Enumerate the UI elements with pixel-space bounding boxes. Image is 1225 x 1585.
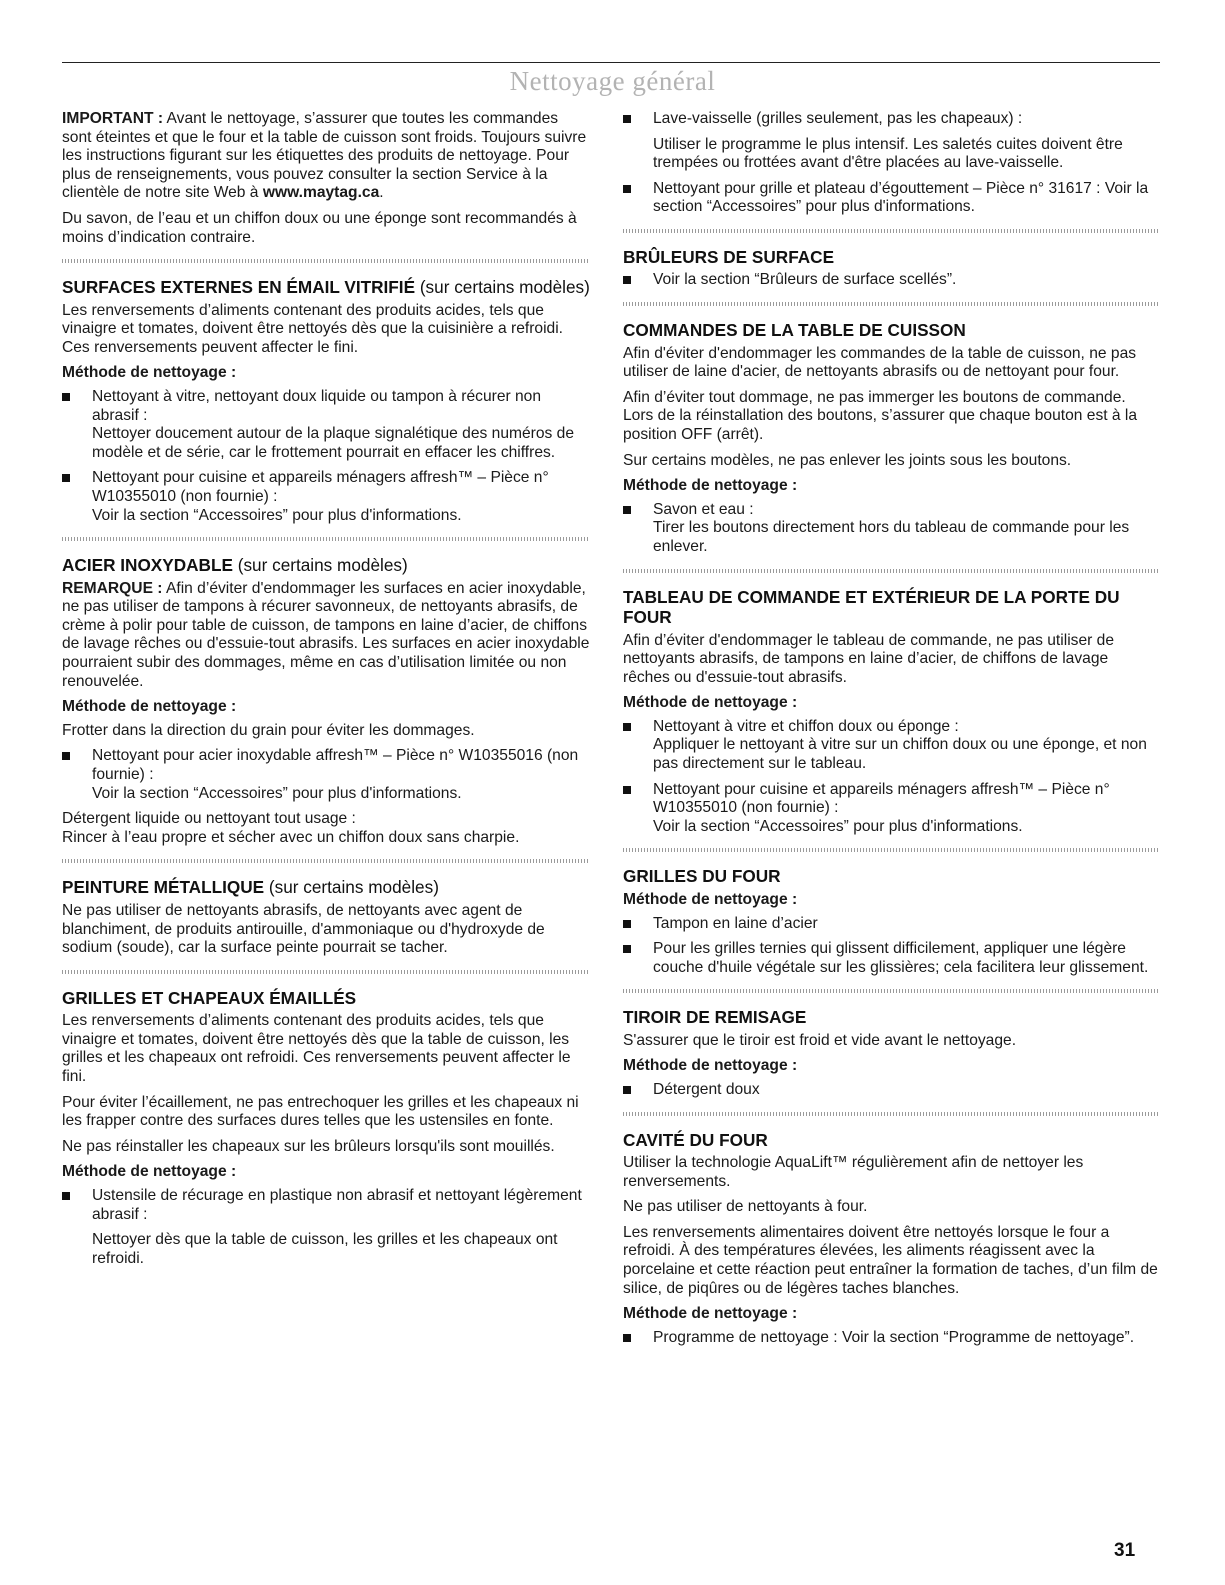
section-metallic-paint bbox=[62, 877, 590, 957]
list-item bbox=[623, 781, 1158, 837]
paragraph: Sur certains modèles, ne pas enlever les joints sous les boutons. bbox=[623, 451, 1072, 469]
paragraph bbox=[62, 810, 590, 847]
important-text: Avant le nettoyage, s’assurer que toutes les commandes sont éteintes et que le four et la table de cuisson sont froids. Toujours suivre les instructions figurant sur les étiquettes des produits de nettoyage. Pour plus de renseignements, vous pouvez consulter la section Service à la clientèle de notre site Web à bbox=[62, 110, 587, 202]
section-oven-cavity bbox=[623, 1130, 1158, 1348]
heading-text: ACIER INOXYDABLE bbox=[62, 555, 233, 576]
item-line: Voir la section “Accessoires” pour plus d'informations. bbox=[92, 784, 462, 802]
section-grates-caps bbox=[62, 988, 590, 1269]
list-item bbox=[623, 110, 1158, 173]
bullet-list bbox=[62, 747, 590, 803]
item-line: Ustensile de récurage en plastique non abrasif et nettoyant légèrement abrasif : bbox=[92, 1186, 582, 1223]
item-line: Appliquer le nettoyant à vitre sur un chiffon doux ou une éponge, et non pas directement sur le tableau. bbox=[653, 736, 1147, 773]
paragraph: Ne pas utiliser de nettoyants abrasifs, de nettoyants avec agent de blanchiment, de produits antirouille, d'ammoniaque ou d'hydroxyde de sodium (soude), car la surface peinte pourrait se tacher. bbox=[62, 901, 545, 957]
paragraph: Pour éviter l’écaillement, ne pas entrechoquer les grilles et les chapeaux ni les frapper contre des surfaces dures telles que les ustensiles en fonte. bbox=[62, 1093, 579, 1130]
list-item bbox=[62, 469, 590, 525]
section-cooktop-controls bbox=[623, 320, 1158, 556]
list-item: Pour les grilles ternies qui glissent difficilement, appliquer une légère couche d'huile végétale sur les glissières; cela facilitera leur glissement. bbox=[623, 940, 1158, 977]
intro-paragraph: Du savon, de l’eau et un chiffon doux ou une éponge sont recommandés à moins d’indication contraire. bbox=[62, 209, 577, 246]
section-heading: BRÛLEURS DE SURFACE bbox=[623, 246, 835, 267]
note-text: Afin d’éviter d'endommager les surfaces en acier inoxydable, ne pas utiliser de tampons à récurer savonneux, de nettoyants abrasifs, de crème à polir pour table de cuisson, de tampons en laine d’acier, de chiffons de lavage rêches ou d'essuie-tout abrasifs. Les surfaces en acier inoxydable pourraient subir des dommages, même en cas d’utilisation limitée ou non renouvelée. bbox=[62, 579, 590, 690]
item-line: Savon et eau : bbox=[653, 500, 754, 518]
method-heading: Méthode de nettoyage : bbox=[62, 364, 237, 382]
heading-subtitle: (sur certains modèles) bbox=[237, 555, 408, 576]
paragraph: Les renversements d’aliments contenant des produits acides, tels que vinaigre et tomates, doivent être nettoyés dès que la table de cuisson, les grilles et les chapeaux ont refroidi. Ces renversements peuvent affecter le fini. bbox=[62, 1012, 571, 1085]
item-line: Utiliser le programme le plus intensif. Les saletés cuites doivent être trempées ou frottées avant d'être placées au lave-vaisselle. bbox=[653, 135, 1123, 172]
item-line: Nettoyant pour acier inoxydable affresh™ – Pièce n° W10355016 (non fournie) : bbox=[92, 747, 579, 784]
section-separator bbox=[623, 848, 1158, 852]
list-item bbox=[623, 180, 1158, 217]
paragraph: S'assurer que le tiroir est froid et vide avant le nettoyage. bbox=[623, 1031, 1017, 1049]
list-item bbox=[62, 747, 590, 803]
method-heading: Méthode de nettoyage : bbox=[623, 477, 798, 495]
section-heading bbox=[62, 277, 590, 298]
right-column bbox=[623, 110, 1158, 1354]
item-line: Voir la section “Accessoires” pour plus d'informations. bbox=[92, 506, 462, 524]
section-separator bbox=[623, 302, 1158, 306]
intro-section bbox=[62, 110, 590, 247]
section-separator bbox=[62, 970, 590, 974]
method-heading: Méthode de nettoyage : bbox=[623, 694, 798, 712]
important-paragraph bbox=[62, 110, 590, 203]
heading-subtitle: (sur certains modèles) bbox=[268, 877, 439, 898]
section-separator bbox=[62, 259, 590, 263]
top-rule bbox=[62, 62, 1160, 63]
item-line: Nettoyer dès que la table de cuisson, les grilles et les chapeaux ont refroidi. bbox=[92, 1231, 558, 1267]
section-heading: COMMANDES DE LA TABLE DE CUISSON bbox=[623, 320, 966, 341]
item-line: Lave-vaisselle (grilles seulement, pas les chapeaux) : bbox=[653, 110, 1023, 127]
section-separator bbox=[62, 859, 590, 863]
list-item bbox=[62, 1187, 590, 1268]
list-item bbox=[623, 718, 1158, 774]
method-heading: Méthode de nettoyage : bbox=[623, 890, 798, 908]
paragraph: Afin d’éviter tout dommage, ne pas immerger les boutons de commande. Lors de la réinstallation des boutons, s’assurer que chaque bouton est à la position OFF (arrêt). bbox=[623, 388, 1138, 443]
list-item bbox=[623, 501, 1158, 557]
bullet-list bbox=[623, 1081, 1158, 1100]
important-end: . bbox=[379, 184, 384, 202]
section-heading: GRILLES ET CHAPEAUX ÉMAILLÉS bbox=[62, 987, 357, 1008]
paragraph: Ne pas utiliser de nettoyants à four. bbox=[623, 1198, 868, 1216]
section-separator bbox=[623, 569, 1158, 573]
heading-text: SURFACES EXTERNES EN ÉMAIL VITRIFIÉ bbox=[62, 277, 416, 298]
page-title: Nettoyage général bbox=[509, 66, 716, 96]
method-heading: Méthode de nettoyage : bbox=[623, 1057, 798, 1075]
note-paragraph bbox=[62, 580, 590, 692]
section-separator bbox=[623, 229, 1158, 233]
section-separator bbox=[62, 537, 590, 541]
section-control-panel-door bbox=[623, 587, 1158, 837]
paragraph-line: Détergent liquide ou nettoyant tout usage : bbox=[62, 810, 356, 828]
method-heading: Méthode de nettoyage : bbox=[623, 1305, 798, 1323]
section-separator bbox=[623, 1112, 1158, 1116]
list-item: Voir la section “Brûleurs de surface scellés”. bbox=[623, 271, 1158, 290]
section-heading: CAVITÉ DU FOUR bbox=[623, 1129, 768, 1150]
paragraph-line: Rincer à l’eau propre et sécher avec un chiffon doux sans charpie. bbox=[62, 828, 520, 846]
section-heading bbox=[62, 555, 590, 576]
item-line: Nettoyant pour cuisine et appareils ménagers affresh™ – Pièce n° W10355010 (non fournie) : bbox=[92, 469, 549, 505]
paragraph: Frotter dans la direction du grain pour éviter les dommages. bbox=[62, 721, 475, 739]
section-heading: TIROIR DE REMISAGE bbox=[623, 1007, 807, 1028]
heading-subtitle: (sur certains modèles) bbox=[419, 277, 590, 298]
item-line: Tirer les boutons directement hors du tableau de commande pour les enlever. bbox=[653, 519, 1130, 555]
list-item: Détergent doux bbox=[623, 1081, 1158, 1100]
item-line: Nettoyant à vitre, nettoyant doux liquide ou tampon à récurer non abrasif : bbox=[92, 388, 542, 424]
page-number: 31 bbox=[1114, 1540, 1136, 1561]
section-surface-burners bbox=[623, 247, 1158, 290]
method-heading: Méthode de nettoyage : bbox=[62, 698, 237, 716]
item-line: Nettoyant pour grille et plateau d’égouttement – Pièce n° 31617 : Voir la section “Accessoires” pour plus d'informations. bbox=[653, 179, 1149, 216]
website-link[interactable]: www.maytag.ca bbox=[262, 184, 380, 202]
list-item: Tampon en laine d’acier bbox=[623, 915, 1158, 934]
section-heading bbox=[62, 877, 590, 898]
item-line: Voir la section “Accessoires” pour plus d'informations. bbox=[653, 817, 1023, 835]
paragraph: Afin d'éviter d'endommager les commandes de la table de cuisson, ne pas utiliser de laine d'acier, de nettoyants abrasifs ou de nettoyant pour four. bbox=[623, 344, 1137, 381]
left-column bbox=[62, 110, 590, 1275]
section-storage-drawer bbox=[623, 1007, 1158, 1099]
note-label: REMARQUE : bbox=[62, 579, 163, 597]
heading-text: PEINTURE MÉTALLIQUE bbox=[62, 877, 265, 898]
bullet-list bbox=[623, 718, 1158, 837]
list-item bbox=[62, 388, 590, 462]
item-line: Nettoyant à vitre et chiffon doux ou éponge : bbox=[653, 717, 959, 735]
item-line: Nettoyer doucement autour de la plaque signalétique des numéros de modèle et de série, car le frottement pourrait en effacer les chiffres. bbox=[92, 425, 574, 461]
paragraph: Les renversements d’aliments contenant des produits acides, tels que vinaigre et tomates, doivent être nettoyés dès que la cuisinière a refroidi. Ces renversements peuvent affecter le fini. bbox=[62, 301, 564, 356]
paragraph: Les renversements alimentaires doivent être nettoyés lorsque le four a refroidi. À des températures élevées, les aliments réagissent avec la porcelaine et cette réaction peut entraîner la formation de taches, d’un film de silice, de piqûres ou de légères taches blanches. bbox=[623, 1223, 1158, 1297]
bullet-list bbox=[623, 501, 1158, 557]
item-line: Nettoyant pour cuisine et appareils ménagers affresh™ – Pièce n° W10355010 (non fournie) : bbox=[653, 780, 1110, 817]
section-grates-continued bbox=[623, 110, 1158, 217]
bullet-list bbox=[623, 110, 1158, 217]
section-heading: GRILLES DU FOUR bbox=[623, 866, 781, 887]
paragraph: Afin d’éviter d'endommager le tableau de commande, ne pas utiliser de nettoyants abrasifs, de tampons en laine d’acier, de chiffons de lavage rêches ou d'essuie-tout abrasifs. bbox=[623, 631, 1114, 686]
bullet-list bbox=[623, 915, 1158, 978]
bullet-list bbox=[623, 1329, 1158, 1348]
section-separator bbox=[623, 989, 1158, 993]
section-stainless-steel bbox=[62, 555, 590, 847]
method-heading: Méthode de nettoyage : bbox=[62, 1163, 237, 1181]
bullet-list bbox=[62, 1187, 590, 1268]
paragraph: Ne pas réinstaller les chapeaux sur les brûleurs lorsqu'ils sont mouillés. bbox=[62, 1137, 555, 1155]
paragraph: Utiliser la technologie AquaLift™ régulièrement afin de nettoyer les renversements. bbox=[623, 1154, 1084, 1190]
section-heading: TABLEAU DE COMMANDE ET EXTÉRIEUR DE LA PORTE DU FOUR bbox=[623, 586, 1120, 627]
bullet-list bbox=[62, 388, 590, 525]
section-oven-racks bbox=[623, 866, 1158, 977]
list-item: Programme de nettoyage : Voir la section “Programme de nettoyage”. bbox=[623, 1329, 1158, 1348]
important-label: IMPORTANT : bbox=[62, 110, 164, 127]
bullet-list bbox=[623, 271, 1158, 290]
section-porcelain-enamel bbox=[62, 277, 590, 525]
